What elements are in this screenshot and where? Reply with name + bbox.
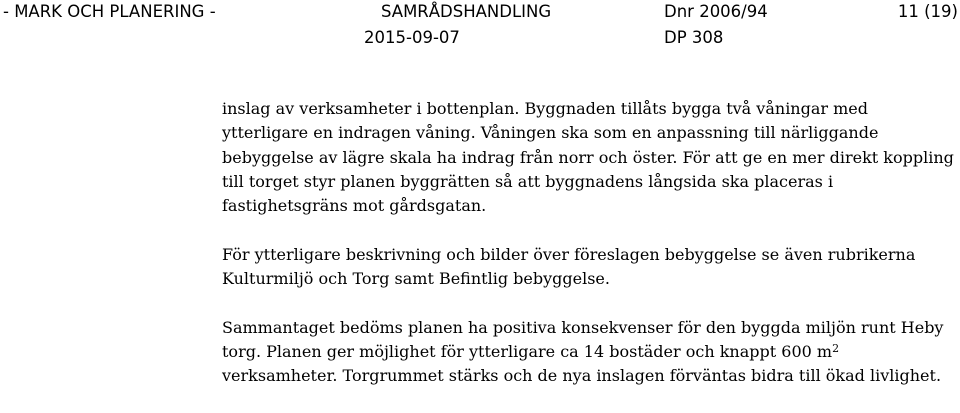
- paragraph-further-description: För ytterligare beskrivning och bilder över föreslagen bebyggelse se även rubrikerna Kulturmiljö och Torg samt Befintlig bebyggelse.: [222, 244, 916, 289]
- document-body: [222, 97, 957, 389]
- diary-number: Dnr 2006/94: [664, 2, 768, 21]
- paragraph-consequences: [222, 316, 957, 389]
- plan-number: DP 308: [664, 28, 724, 47]
- page-number: 11 (19): [897, 2, 958, 21]
- square-meter-superscript: 2: [832, 341, 840, 355]
- document-status: SAMRÅDSHANDLING: [381, 2, 552, 21]
- paragraph-consequences-text-end: verksamheter. Torgrummet stärks och de nya inslagen förväntas bidra till ökad livlighet.: [222, 366, 942, 386]
- paragraph-consequences-text-start: Sammantaget bedöms planen ha positiva konsekvenser för den byggda miljön runt Heby torg. Planen ger möjlighet för ytterligare ca 14 bostäder och knappt 600 m: [222, 317, 944, 361]
- department-label: - MARK OCH PLANERING -: [3, 2, 216, 21]
- page-header: [0, 0, 960, 60]
- paragraph-building-description: inslag av verksamheter i bottenplan. Byggnaden tillåts bygga två våningar med ytterligare en indragen våning. Våningen ska som en anpassning till närliggande bebyggelse av lägre skala ha indrag från norr och öster. För att ge en mer direkt koppling till torget styr planen byggrätten så att byggnadens långsida ska placeras i fastighetsgräns mot gårdsgatan.: [222, 99, 954, 216]
- document-date: 2015-09-07: [364, 28, 460, 47]
